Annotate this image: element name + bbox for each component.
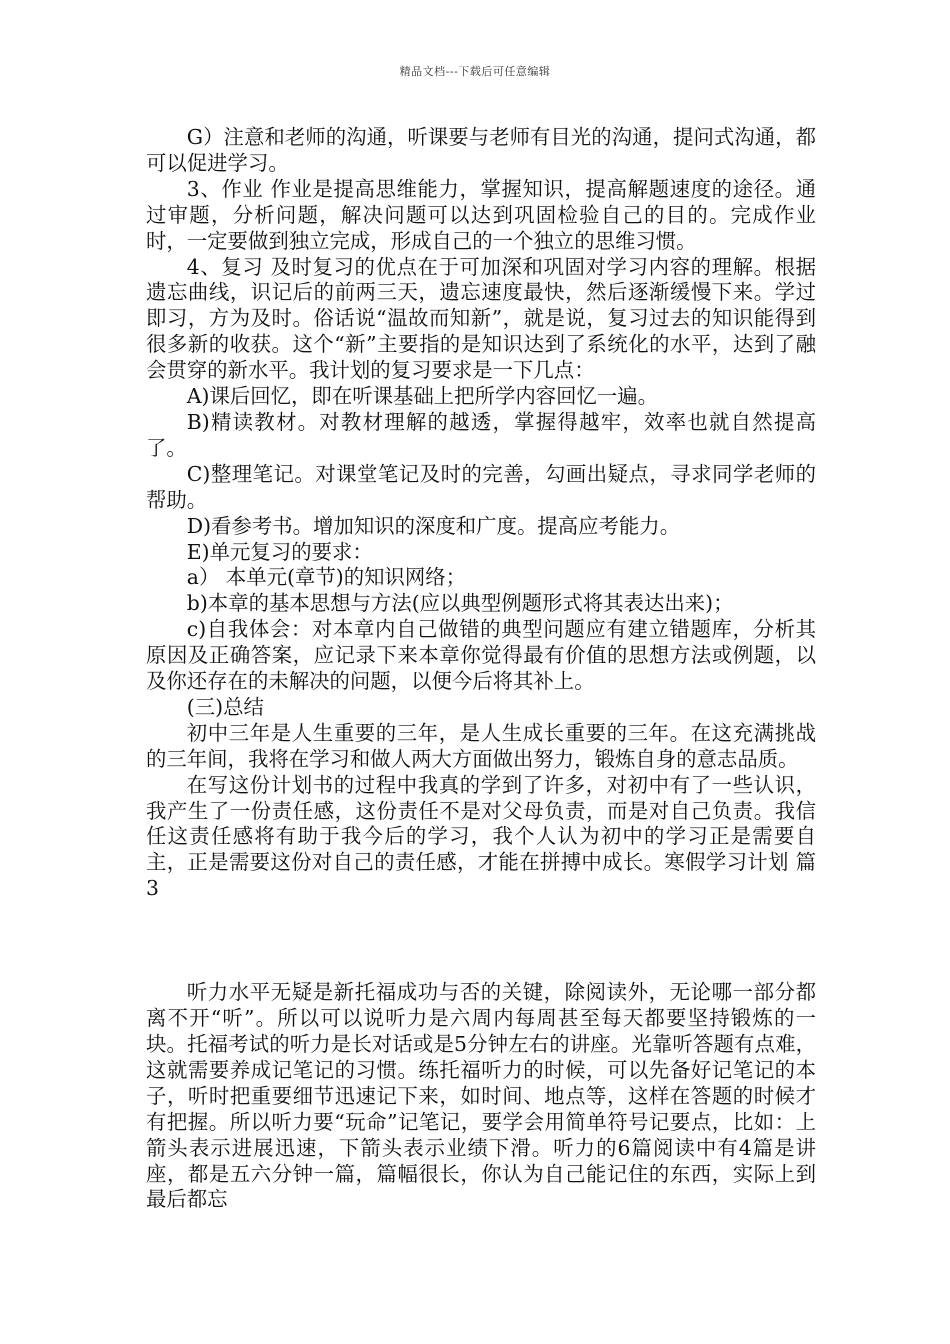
list-item-unit-b: b)本章的基本思想与方法(应以典型例题形式将其表达出来)； [186, 591, 734, 616]
list-item-review-c: C)整理笔记。对课堂笔记及时的完善，勾画出疑点，寻求同学老师的帮助。 [146, 461, 816, 512]
paragraph-summary-2: 在写这份计划书的过程中我真的学到了许多，对初中有了一些认识，我产生了一份责任感，这份责任不是对父母负责，而是对自己负责。我信任这责任感将有助于我今后的学习，我个人认为初中的学习正是需要自主，正是需要这份对自己的责任感，才能在拼搏中成长。寒假学习计划 篇3 [146, 772, 816, 901]
paragraph-summary-1: 初中三年是人生重要的三年，是人生成长重要的三年。在这充满挑战的三年间，我将在学习和做人两大方面做出努力，锻炼自身的意志品质。 [146, 720, 816, 771]
list-item-review-d: D)看参考书。增加知识的深度和广度。提高应考能力。 [186, 513, 681, 538]
list-item-review-b: B)精读教材。对教材理解的越透，掌握得越牢，效率也就自然提高了。 [146, 409, 816, 460]
list-item-review-e: E)单元复习的要求： [186, 539, 373, 564]
paragraph-homework: 3、作业 作业是提高思维能力，掌握知识，提高解题速度的途径。通过审题，分析问题，解决问题可以达到巩固检验自己的目的。完成作业时，一定要做到独立完成，形成自己的一个独立的思维习惯。 [146, 176, 816, 253]
section-heading-summary: (三)总结 [186, 694, 264, 719]
paragraph-listening: 听力水平无疑是新托福成功与否的关键，除阅读外，无论哪一部分都离不开“听”。所以可以说听力是六周内每周甚至每天都要坚持锻炼的一块。托福考试的听力是长对话或是5分钟左右的讲座。光靠听答题有点难，这就需要养成记笔记的习惯。练托福听力的时候，可以先备好记笔记的本子，听时把重要细节迅速记下来，如时间、地点等，这样在答题的时候才有把握。所以听力要“玩命”记笔记，要学会用简单符号记要点，比如：上箭头表示进展迅速，下箭头表示业绩下滑。听力的6篇阅读中有4篇是讲座，都是五六分钟一篇，篇幅很长，你认为自己能记住的东西，实际上到最后都忘 [146, 980, 816, 1212]
section-gap [146, 902, 816, 980]
paragraph-communication: G）注意和老师的沟通，听课要与老师有目光的沟通，提问式沟通，都可以促进学习。 [146, 125, 816, 175]
list-item-unit-c: c)自我体会：对本章内自己做错的典型问题应有建立错题库，分析其原因及正确答案，应记录下来本章你觉得最有价值的思想方法或例题，以及你还存在的未解决的问题，以便今后将其补上。 [146, 617, 816, 694]
list-item-unit-a: a） 本单元(章节)的知识网络； [186, 565, 467, 590]
document-body [146, 125, 816, 1213]
paragraph-review: 4、复习 及时复习的优点在于可加深和巩固对学习内容的理解。根据遗忘曲线，识记后的前两三天，遗忘速度最快，然后逐渐缓慢下来。学过即习，方为及时。俗话说“温故而知新”，就是说，复习过去的知识能得到很多新的收获。这个“新”主要指的是知识达到了系统化的水平，达到了融会贯穿的新水平。我计划的复习要求是一下几点： [146, 254, 816, 383]
page-header: 精品文档---下载后可任意编辑 [399, 65, 551, 78]
list-item-review-a: A)课后回忆，即在听课基础上把所学内容回忆一遍。 [186, 384, 659, 409]
